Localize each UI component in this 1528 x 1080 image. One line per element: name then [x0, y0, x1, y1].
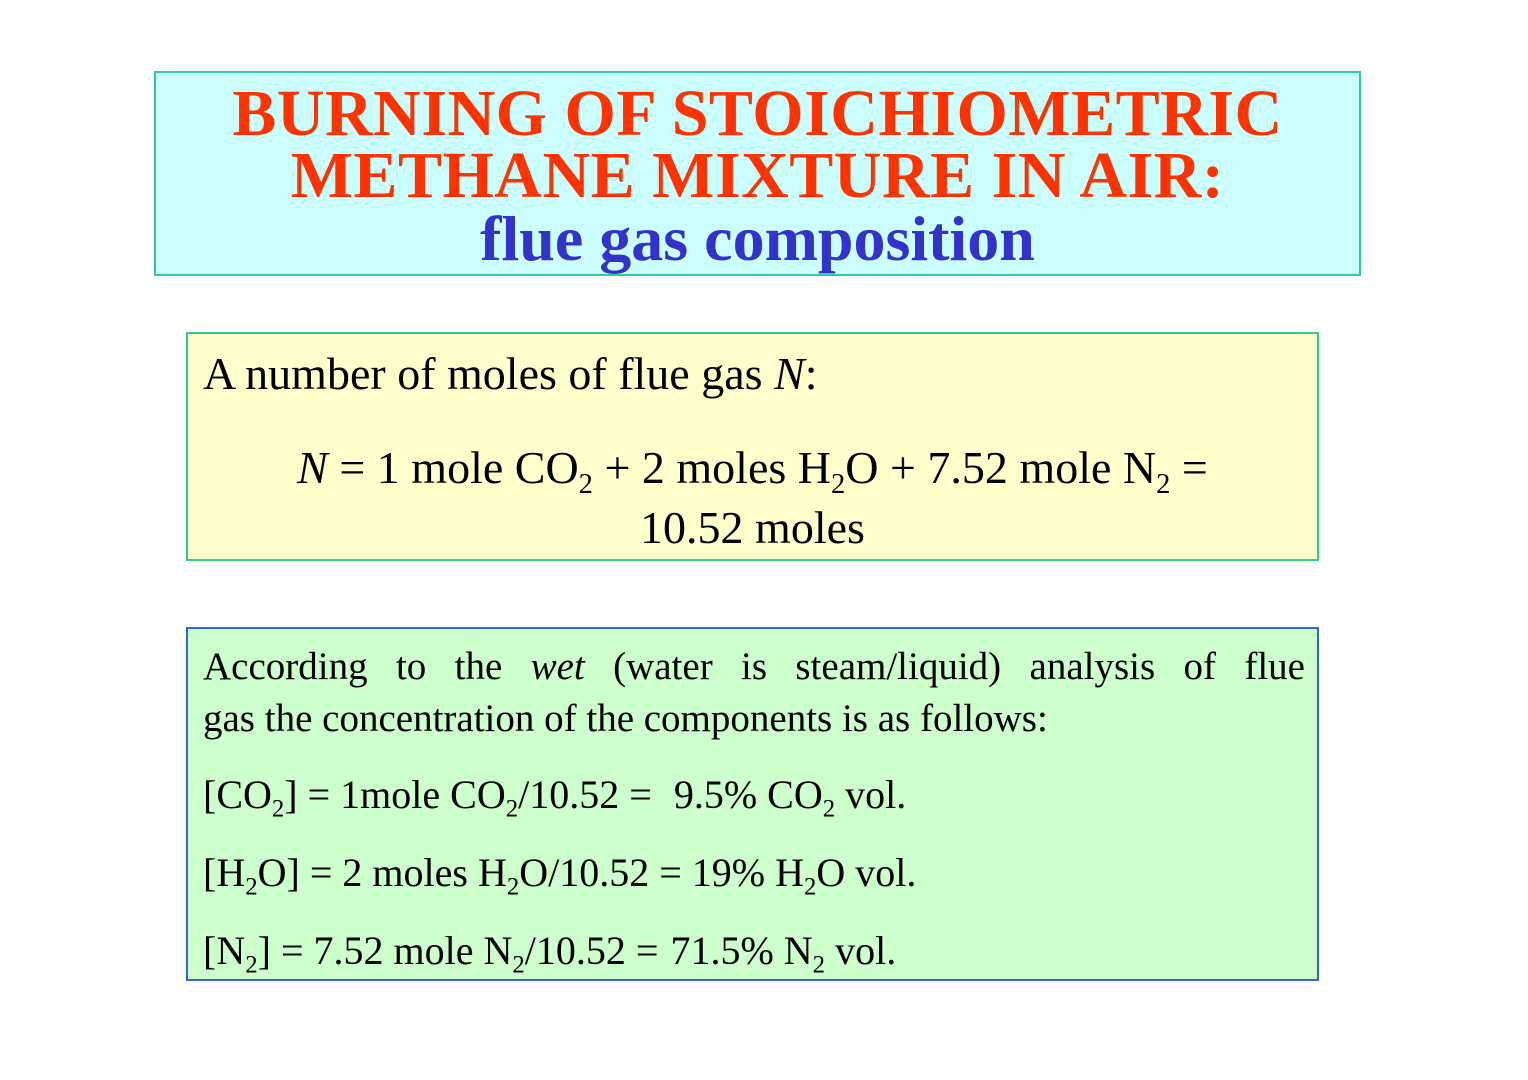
n2-sub-d: 2 [812, 951, 826, 979]
wet-analysis-box [186, 627, 1319, 981]
n2-text-a: [N [203, 928, 246, 973]
eq-part-2: + 2 moles H [592, 442, 831, 493]
n2-text-c: /10.52 = [524, 928, 659, 973]
subtitle: flue gas composition [480, 203, 1035, 274]
moles-intro-var: N [774, 348, 805, 399]
moles-intro-text: A number of moles of flue gas [203, 348, 775, 399]
co2-text-d: 9.5% CO [673, 772, 823, 817]
moles-equation [188, 442, 1317, 500]
co2-concentration [203, 770, 907, 823]
h2o-concentration [203, 848, 917, 901]
word: (water [613, 645, 713, 688]
eq-part-1: = 1 mole CO [327, 442, 579, 493]
h2o-sub-a: 2 [245, 873, 258, 901]
title-box [154, 71, 1361, 276]
title-line-2: METHANE MIXTURE IN AIR: [290, 139, 1225, 212]
wet-paragraph-line-2: gas the concentration of the components is as follows: [203, 697, 1048, 740]
n2-text-b: ] = 7.52 mole N [257, 928, 513, 973]
h2o-text-b: O] = 2 moles H [257, 850, 507, 895]
eq-sub-1: 2 [578, 468, 593, 500]
eq-sub-3: 2 [1156, 468, 1171, 500]
wet-paragraph [203, 641, 1305, 745]
word: flue [1244, 645, 1305, 688]
co2-text-c: /10.52 = [518, 772, 652, 817]
moles-result: 10.52 moles [640, 502, 865, 553]
co2-sub-a: 2 [271, 795, 285, 823]
word: the [454, 645, 503, 688]
word: According [203, 645, 368, 688]
n2-sub-b: 2 [512, 951, 525, 979]
co2-sub-b: 2 [505, 795, 519, 823]
n2-sub-a: 2 [245, 951, 258, 979]
word: steam/liquid) [795, 645, 1002, 688]
h2o-text-a: [H [203, 850, 246, 895]
h2o-sub-c: 2 [804, 873, 817, 901]
word-wet: wet [530, 645, 585, 688]
moles-intro-colon: : [804, 348, 818, 399]
word: analysis [1029, 645, 1156, 688]
h2o-text-d: O vol. [816, 850, 917, 895]
word: to [395, 645, 427, 688]
wet-paragraph-line-1 [203, 641, 1305, 693]
n2-concentration [203, 926, 897, 979]
co2-sub-d: 2 [822, 795, 836, 823]
title-line-1: BURNING OF STOICHIOMETRIC [232, 77, 1283, 150]
word: of [1183, 645, 1216, 688]
eq-sub-2: 2 [830, 468, 846, 500]
n2-text-d: 71.5% N [670, 928, 813, 973]
eq-part-4: = [1170, 442, 1208, 493]
co2-text-e: vol. [835, 772, 907, 817]
moles-intro [203, 346, 818, 402]
eq-part-3: O + 7.52 mole N [845, 442, 1157, 493]
moles-box [186, 332, 1319, 561]
h2o-text-c: O/10.52 = 19% H [519, 850, 804, 895]
n2-text-e: vol. [825, 928, 897, 973]
co2-text-a: [CO [203, 772, 272, 817]
word: is [741, 645, 768, 688]
eq-var: N [297, 442, 328, 493]
h2o-sub-b: 2 [506, 873, 520, 901]
co2-text-b: ] = 1mole CO [284, 772, 506, 817]
